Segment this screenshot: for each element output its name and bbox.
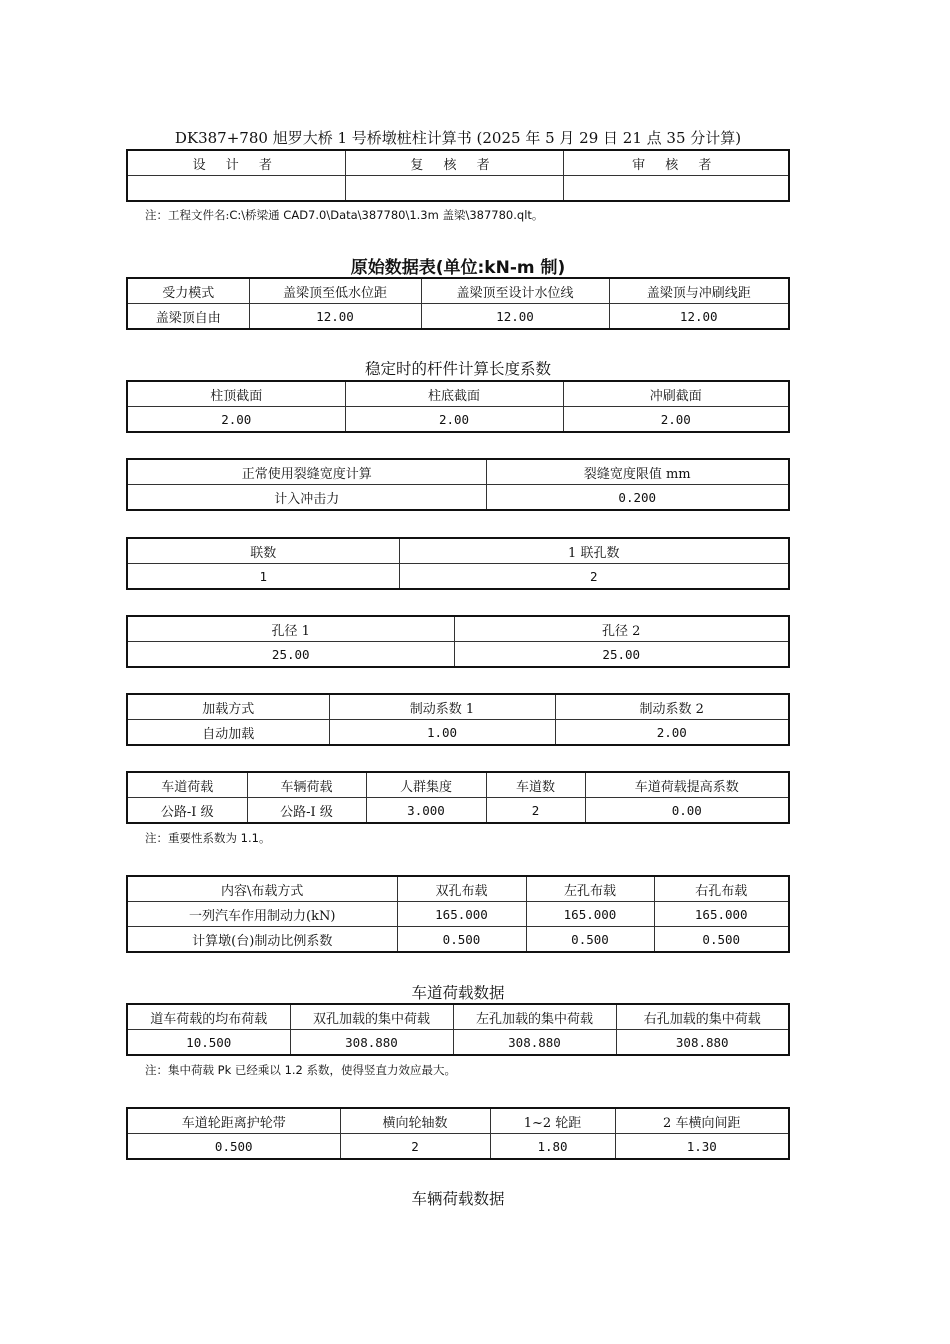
force-mode-table	[126, 277, 790, 330]
table-header: 冲刷截面	[563, 381, 789, 407]
table-row	[127, 902, 789, 927]
pk-note-suffix: 系数，使得竖直力效应最大。	[302, 1063, 457, 1077]
pk-note	[145, 1062, 456, 1078]
table-cell: 一列汽车作用制动力(kN)	[127, 902, 397, 927]
table-header: 正常使用裂缝宽度计算	[127, 459, 486, 485]
table-cell: 2.00	[127, 407, 345, 433]
table-header: 盖梁顶至设计水位线	[421, 278, 609, 304]
table-header: 制动系数 1	[329, 694, 555, 720]
table-row	[127, 927, 789, 953]
table-cell: 计算墩(台)制动比例系数	[127, 927, 397, 953]
table-cell: 1	[127, 564, 399, 590]
file-note-prefix: 注：工程文件名:	[145, 208, 230, 222]
table-header: 道车荷载的均布荷载	[127, 1004, 290, 1030]
table-cell: 自动加载	[127, 720, 329, 746]
table-header: 1~2 轮距	[490, 1108, 615, 1134]
table-header: 2 车横向间距	[615, 1108, 789, 1134]
table-cell: 2	[340, 1134, 490, 1160]
table-header: 内容\布载方式	[127, 876, 397, 902]
table-cell: 公路-I 级	[127, 798, 247, 824]
table-cell: 3.000	[366, 798, 486, 824]
table-cell: 0.500	[397, 927, 526, 953]
wheel-spacing-table	[126, 1107, 790, 1160]
table-header: 加载方式	[127, 694, 329, 720]
raw-data-title: 原始数据表(单位:kN-m 制)	[350, 258, 566, 278]
designer-value	[127, 176, 345, 202]
table-header: 车辆荷载	[247, 772, 366, 798]
pk-symbol: Pk	[217, 1063, 232, 1077]
table-cell: 2.00	[555, 720, 789, 746]
table-cell: 2.00	[345, 407, 563, 433]
table-cell: 165.000	[526, 902, 654, 927]
table-cell: 1.30	[615, 1134, 789, 1160]
table-header: 右孔布载	[654, 876, 789, 902]
table-header: 车道数	[486, 772, 585, 798]
table-header: 双孔布载	[397, 876, 526, 902]
table-header: 1 联孔数	[399, 538, 789, 564]
table-cell: 25.00	[454, 642, 789, 668]
lane-load-data-table	[126, 1003, 790, 1056]
table-cell: 12.00	[249, 304, 421, 330]
lane-load-class-table	[126, 771, 790, 824]
table-header: 车道荷载	[127, 772, 247, 798]
pk-note-prefix: 注：集中荷载	[145, 1063, 218, 1077]
vehicle-load-title: 车辆荷载数据	[411, 1190, 505, 1208]
reviewer-value	[563, 176, 789, 202]
table-header: 双孔加载的集中荷载	[290, 1004, 453, 1030]
table-cell: 1.80	[490, 1134, 615, 1160]
file-note-suffix: 。	[531, 208, 544, 222]
reviewer-header: 审 核 者	[563, 150, 789, 176]
table-header: 联数	[127, 538, 399, 564]
table-cell: 0.500	[526, 927, 654, 953]
table-header: 右孔加载的集中荷载	[616, 1004, 789, 1030]
table-cell: 25.00	[127, 642, 454, 668]
table-cell: 10.500	[127, 1030, 290, 1056]
table-cell: 计入冲击力	[127, 485, 486, 511]
designer-header: 设 计 者	[127, 150, 345, 176]
file-note	[145, 207, 543, 223]
loading-mode-table	[126, 693, 790, 746]
table-header: 柱顶截面	[127, 381, 345, 407]
table-cell: 12.00	[609, 304, 789, 330]
importance-note	[145, 830, 270, 846]
table-header: 受力模式	[127, 278, 249, 304]
table-header: 左孔布载	[526, 876, 654, 902]
table-cell: 0.500	[127, 1134, 340, 1160]
stability-title: 稳定时的杆件计算长度系数	[364, 360, 551, 378]
table-header: 车道轮距离护轮带	[127, 1108, 340, 1134]
checker-value	[345, 176, 563, 202]
table-header: 柱底截面	[345, 381, 563, 407]
importance-note-suffix: 。	[258, 831, 271, 845]
signature-table	[126, 149, 790, 202]
table-cell: 12.00	[421, 304, 609, 330]
table-header: 盖梁顶至低水位距	[249, 278, 421, 304]
table-cell: 2.00	[563, 407, 789, 433]
table-header: 人群集度	[366, 772, 486, 798]
table-header: 横向轮轴数	[340, 1108, 490, 1134]
table-header: 孔径 2	[454, 616, 789, 642]
span-count-table	[126, 537, 790, 590]
table-cell: 308.880	[290, 1030, 453, 1056]
table-header: 左孔加载的集中荷载	[453, 1004, 616, 1030]
table-header: 盖梁顶与冲刷线距	[609, 278, 789, 304]
table-cell: 165.000	[654, 902, 789, 927]
pk-note-mid: 已经乘以	[231, 1063, 285, 1077]
table-cell: 0.500	[654, 927, 789, 953]
table-cell: 0.200	[486, 485, 789, 511]
table-header: 制动系数 2	[555, 694, 789, 720]
lane-load-title: 车道荷载数据	[411, 984, 505, 1002]
document-title: DK387+780 旭罗大桥 1 号桥墩桩柱计算书 (2025 年 5 月 29 日 21 点 35 分计算)	[174, 129, 742, 147]
table-header: 孔径 1	[127, 616, 454, 642]
table-cell: 1.00	[329, 720, 555, 746]
table-cell: 2	[486, 798, 585, 824]
stability-table	[126, 380, 790, 433]
table-cell: 308.880	[453, 1030, 616, 1056]
hole-diameter-table	[126, 615, 790, 668]
table-cell: 公路-I 级	[247, 798, 366, 824]
crack-width-table	[126, 458, 790, 511]
table-cell: 0.00	[585, 798, 789, 824]
table-cell: 盖梁顶自由	[127, 304, 249, 330]
table-header: 车道荷载提高系数	[585, 772, 789, 798]
file-path: C:\桥梁通 CAD7.0\Data\387780\1.3m 盖梁\387780.qlt	[229, 208, 532, 222]
pk-factor: 1.2	[284, 1063, 303, 1077]
importance-note-prefix: 注：重要性系数为	[145, 831, 241, 845]
importance-factor: 1.1	[240, 831, 259, 845]
checker-header: 复 核 者	[345, 150, 563, 176]
table-header: 裂缝宽度限值 mm	[486, 459, 789, 485]
table-cell: 2	[399, 564, 789, 590]
table-cell: 308.880	[616, 1030, 789, 1056]
braking-force-table	[126, 875, 790, 953]
table-cell: 165.000	[397, 902, 526, 927]
